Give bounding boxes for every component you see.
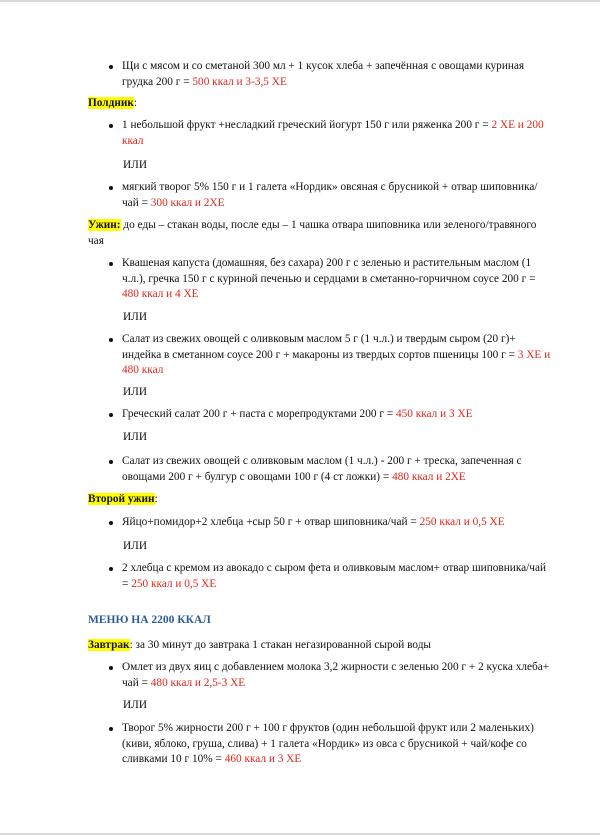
kcal-value: 480 ккал и 4 ХЕ	[122, 288, 199, 300]
dinner-heading: Ужин: до еды – стакан воды, после еды – 1 чашка отвара шиповника или зеленого/травяного чая	[88, 219, 537, 247]
kcal-value: 500 ккал и 3-3,5 ХЕ	[192, 75, 287, 88]
snack-item-1: 1 небольшой фрукт +несладкий греческий йогурт 150 г или ряженка 200 г = 2 ХЕ и 200 ккал	[122, 118, 554, 149]
breakfast-item-2: Творог 5% жирности 200 г + 100 г фруктов (один небольшой фрукт или 2 маленьких) (киви, яблоко, груша, слива) + 1 галета «Нордик» из овса с брусникой + чай/кофе со сливками 10 г 10% = 460 ккал и 3 ХЕ	[122, 721, 554, 768]
kcal-value: 300 ккал и 2ХЕ	[150, 196, 225, 209]
page-top-border	[0, 0, 600, 2]
breakfast-heading: Завтрак: за 30 минут до завтрака 1 стакан негазированной сырой воды	[88, 639, 432, 651]
or-label: ИЛИ	[123, 159, 147, 171]
second-dinner-item-2: 2 хлебца с кремом из авокадо с сыром фета и оливковым маслом+ отвар шиповника/чай = 250 ккал и 0,5 ХЕ	[122, 561, 554, 592]
dinner-item-1: Квашеная капуста (домашняя, без сахара) 200 г с зеленью и растительным маслом (1 ч.л.), гречка 150 г с куриной печенью и сердцами в сметанно-горчичном соусе 200 г = 480 ккал и 4 ХЕ	[122, 256, 554, 303]
snack-heading: Полдник:	[88, 97, 138, 109]
kcal-value: 250 ккал и 0,5 ХЕ	[419, 516, 505, 528]
or-label: ИЛИ	[123, 311, 147, 323]
or-label: ИЛИ	[123, 699, 147, 711]
kcal-value: 2 ХЕ и 200 ккал	[122, 119, 544, 147]
or-label: ИЛИ	[123, 540, 147, 552]
kcal-value: 250 ккал и 0,5 ХЕ	[131, 577, 217, 590]
kcal-value: 460 ккал и 3 ХЕ	[224, 753, 302, 765]
kcal-value: 450 ккал и 3 ХЕ	[395, 408, 473, 420]
or-label: ИЛИ	[123, 431, 147, 443]
dinner-item-3: Греческий салат 200 г + паста с морепродуктами 200 г = 450 ккал и 3 ХЕ	[122, 407, 554, 423]
snack-item-2: мягкий творог 5% 150 г и 1 галета «Нордик» овсяная с брусникой + отвар шиповника/чай = 300 ккал и 2ХЕ	[122, 180, 554, 211]
menu-2200-title: МЕНЮ НА 2200 ККАЛ	[88, 614, 211, 626]
dinner-item-4: Салат из свежих овощей с оливковым маслом (1 ч.л.) - 200 г + треска, запеченная с овощами 200 г + булгур с овощами 100 г (4 ст ложки) = 480 ккал и 2ХЕ	[122, 454, 554, 485]
snack-label: Полдник	[88, 97, 134, 109]
second-dinner-heading: Второй ужин:	[88, 493, 158, 505]
lunch-item: Щи с мясом и со сметаной 300 мл + 1 кусок хлеба + запечённая с овощами куриная грудка 200 г = 500 ккал и 3-3,5 ХЕ	[122, 59, 554, 90]
second-dinner-label: Второй ужин	[88, 493, 155, 505]
kcal-value: 480 ккал и 2ХЕ	[392, 470, 466, 483]
dinner-label: Ужин:	[88, 219, 121, 231]
breakfast-item-1: Омлет из двух яиц с добавлением молока 3,2 жирности с зеленью 200 г + 2 куска хлеба+ чай = 480 ккал и 2,5-3 ХЕ	[122, 660, 554, 691]
kcal-value: 3 ХЕ и 480 ккал	[122, 348, 551, 376]
or-label: ИЛИ	[123, 386, 147, 398]
second-dinner-item-1: Яйцо+помидор+2 хлебца +сыр 50 г + отвар шиповника/чай = 250 ккал и 0,5 ХЕ	[122, 515, 554, 531]
dinner-item-2: Салат из свежих овощей с оливковым маслом 5 г (1 ч.л.) и твердым сыром (20 г)+ индейка в сметанном соусе 200 г + макароны из твердых сортов пшеницы 100 г = 3 ХЕ и 480 ккал	[122, 332, 554, 379]
kcal-value: 480 ккал и 2,5-3 ХЕ	[150, 676, 246, 689]
breakfast-label: Завтрак	[88, 639, 130, 651]
